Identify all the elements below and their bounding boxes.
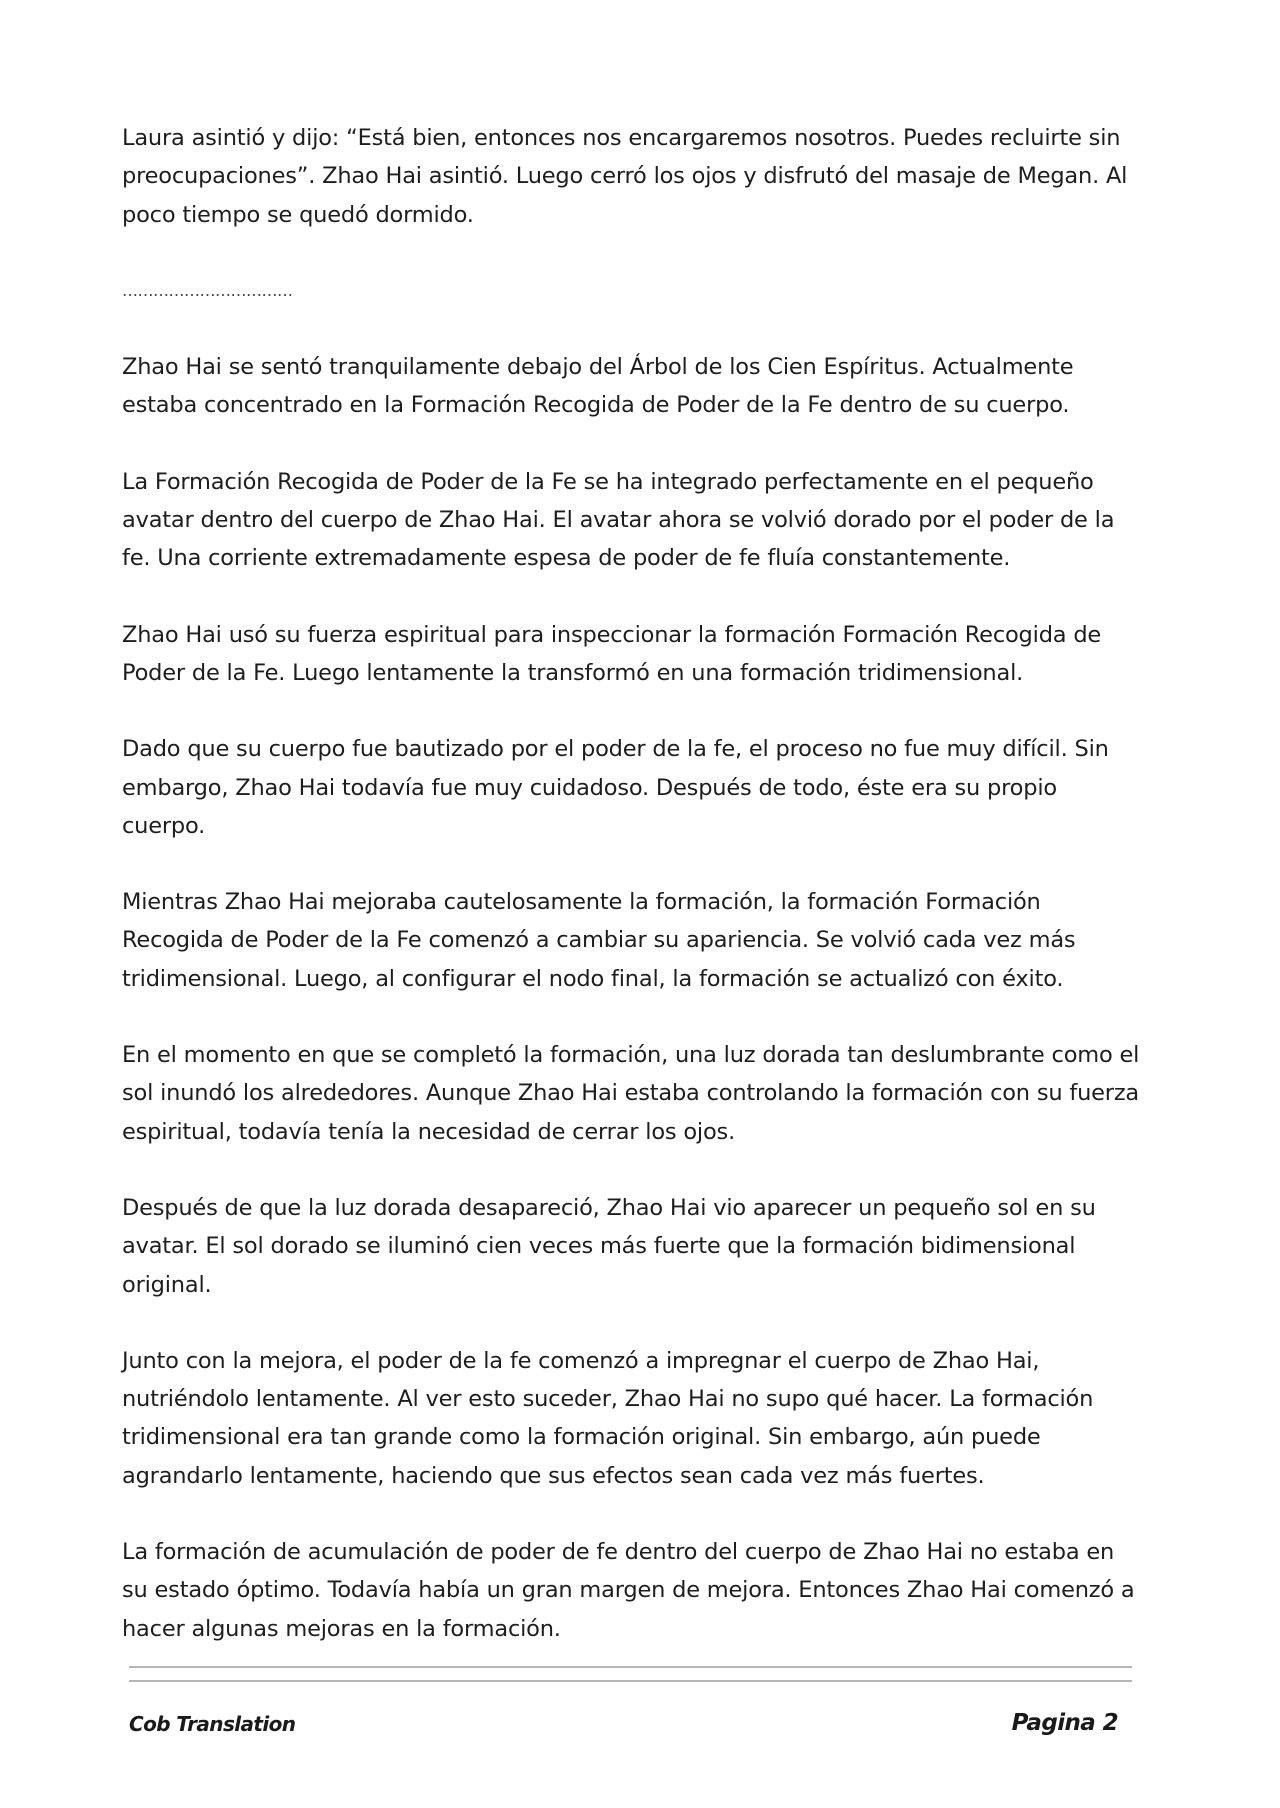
scene-separator: …………………………… [122,280,293,300]
paragraph-8: Después de que la luz dorada desapareció, Zhao Hai vio aparecer un pequeño sol en su avatar. El sol dorado se iluminó cien veces más fuerte que la formación bidimensional original. [122,1194,1096,1298]
paragraph-1: Laura asintió y dijo: “Está bien, entonces nos encargaremos nosotros. Puedes recluirte sin preocupaciones”. Zhao Hai asintió. Luego cerró los ojos y disfrutó del masaje de Megan. Al poco tiempo se quedó dormido. [122,125,1128,228]
paragraph-10: La formación de acumulación de poder de fe dentro del cuerpo de Zhao Hai no estaba en su estado óptimo. Todavía había un gran margen de mejora. Entonces Zhao Hai comenzó a hacer algunas mejoras en la formación. [122,1539,1135,1642]
footer-publisher: Cob Translation [129,1712,296,1736]
paragraph-2: Zhao Hai se sentó tranquilamente debajo del Árbol de los Cien Espíritus. Actualmente estaba concentrado en la Formación Recogida de Poder de la Fe dentro de su cuerpo. [122,354,1074,419]
paragraph-4: Zhao Hai usó su fuerza espiritual para inspeccionar la formación Formación Recogida de Poder de la Fe. Luego lentamente la transformó en una formación tridimensional. [122,621,1102,686]
paragraph-5: Dado que su cuerpo fue bautizado por el poder de la fe, el proceso no fue muy difícil. Sin embargo, Zhao Hai todavía fue muy cuidadoso. Después de todo, éste era su propio cuerpo. [122,736,1109,839]
document-body [122,119,1142,1686]
paragraph-9: Junto con la mejora, el poder de la fe comenzó a impregnar el cuerpo de Zhao Hai, nutriéndolo lentamente. Al ver esto suceder, Zhao Hai no supo qué hacer. La formación tridimensional era tan grande como la formación original. Sin embargo, aún puede agrandarlo lentamente, haciendo que sus efectos sean cada vez más fuertes. [122,1347,1094,1489]
footer-page-number: Pagina 2 [1011,1710,1118,1736]
footer-divider-top [129,1666,1132,1668]
footer-divider-bottom [129,1680,1132,1682]
paragraph-6: Mientras Zhao Hai mejoraba cautelosamente la formación, la formación Formación Recogida de Poder de la Fe comenzó a cambiar su apariencia. Se volvió cada vez más tridimensional. Luego, al configurar el nodo final, la formación se actualizó con éxito. [122,889,1076,992]
paragraph-7: En el momento en que se completó la formación, una luz dorada tan deslumbrante como el sol inundó los alrededores. Aunque Zhao Hai estaba controlando la formación con su fuerza espiritual, todavía tenía la necesidad de cerrar los ojos. [122,1042,1140,1145]
paragraph-3: La Formación Recogida de Poder de la Fe se ha integrado perfectamente en el pequeño avatar dentro del cuerpo de Zhao Hai. El avatar ahora se volvió dorado por el poder de la fe. Una corriente extremadamente espesa de poder de fe fluía constantemente. [122,468,1115,572]
